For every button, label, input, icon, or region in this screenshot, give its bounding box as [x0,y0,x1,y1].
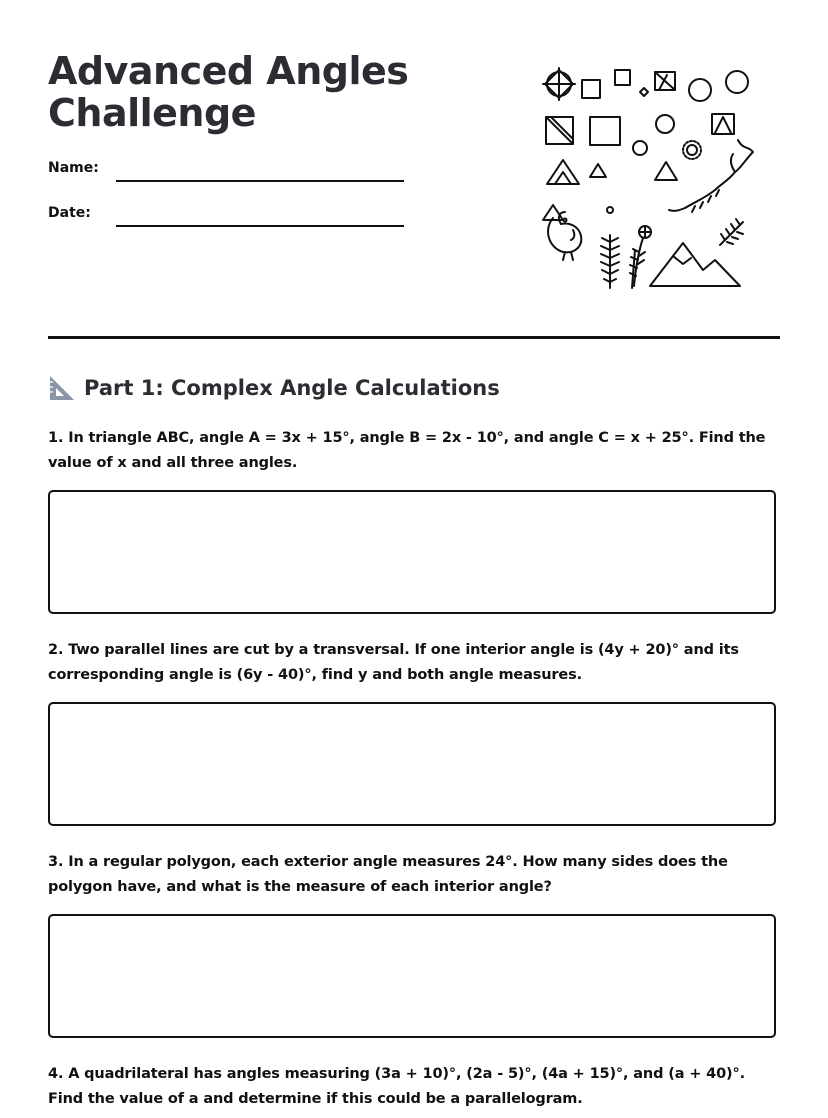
part-1-title: Part 1: Complex Angle Calculations [84,376,500,400]
answer-box-2[interactable] [48,702,776,826]
header-divider [48,336,780,339]
question-1: 1. In triangle ABC, angle A = 3x + 15°, angle B = 2x - 10°, and angle C = x + 25°. Find the value of x and all three angles. [48,430,766,471]
answer-box-3[interactable] [48,914,776,1038]
question-2: 2. Two parallel lines are cut by a transversal. If one interior angle is (4y + 20)° and its corresponding angle is (6y - 40)°, find y and both angle measures. [48,642,739,683]
date-label: Date: [48,205,91,221]
geometric-shapes-and-nature-doodle-icon [535,60,760,295]
date-field[interactable] [116,225,404,227]
set-square-icon [48,374,76,402]
title-line-1: Advanced Angles [48,49,409,93]
question-4: 4. A quadrilateral has angles measuring (3a + 10)°, (2a - 5)°, (4a + 15)°, and (a + 40)°. Find the value of a and determine if this could be a parallelogram. [48,1066,745,1107]
answer-box-1[interactable] [48,490,776,614]
part-1-header [48,374,500,402]
question-3: 3. In a regular polygon, each exterior angle measures 24°. How many sides does the polygon have, and what is the measure of each interior angle? [48,854,728,895]
title-line-2: Challenge [48,91,256,135]
worksheet-title [48,50,468,134]
name-label: Name: [48,160,99,176]
name-field[interactable] [116,180,404,182]
